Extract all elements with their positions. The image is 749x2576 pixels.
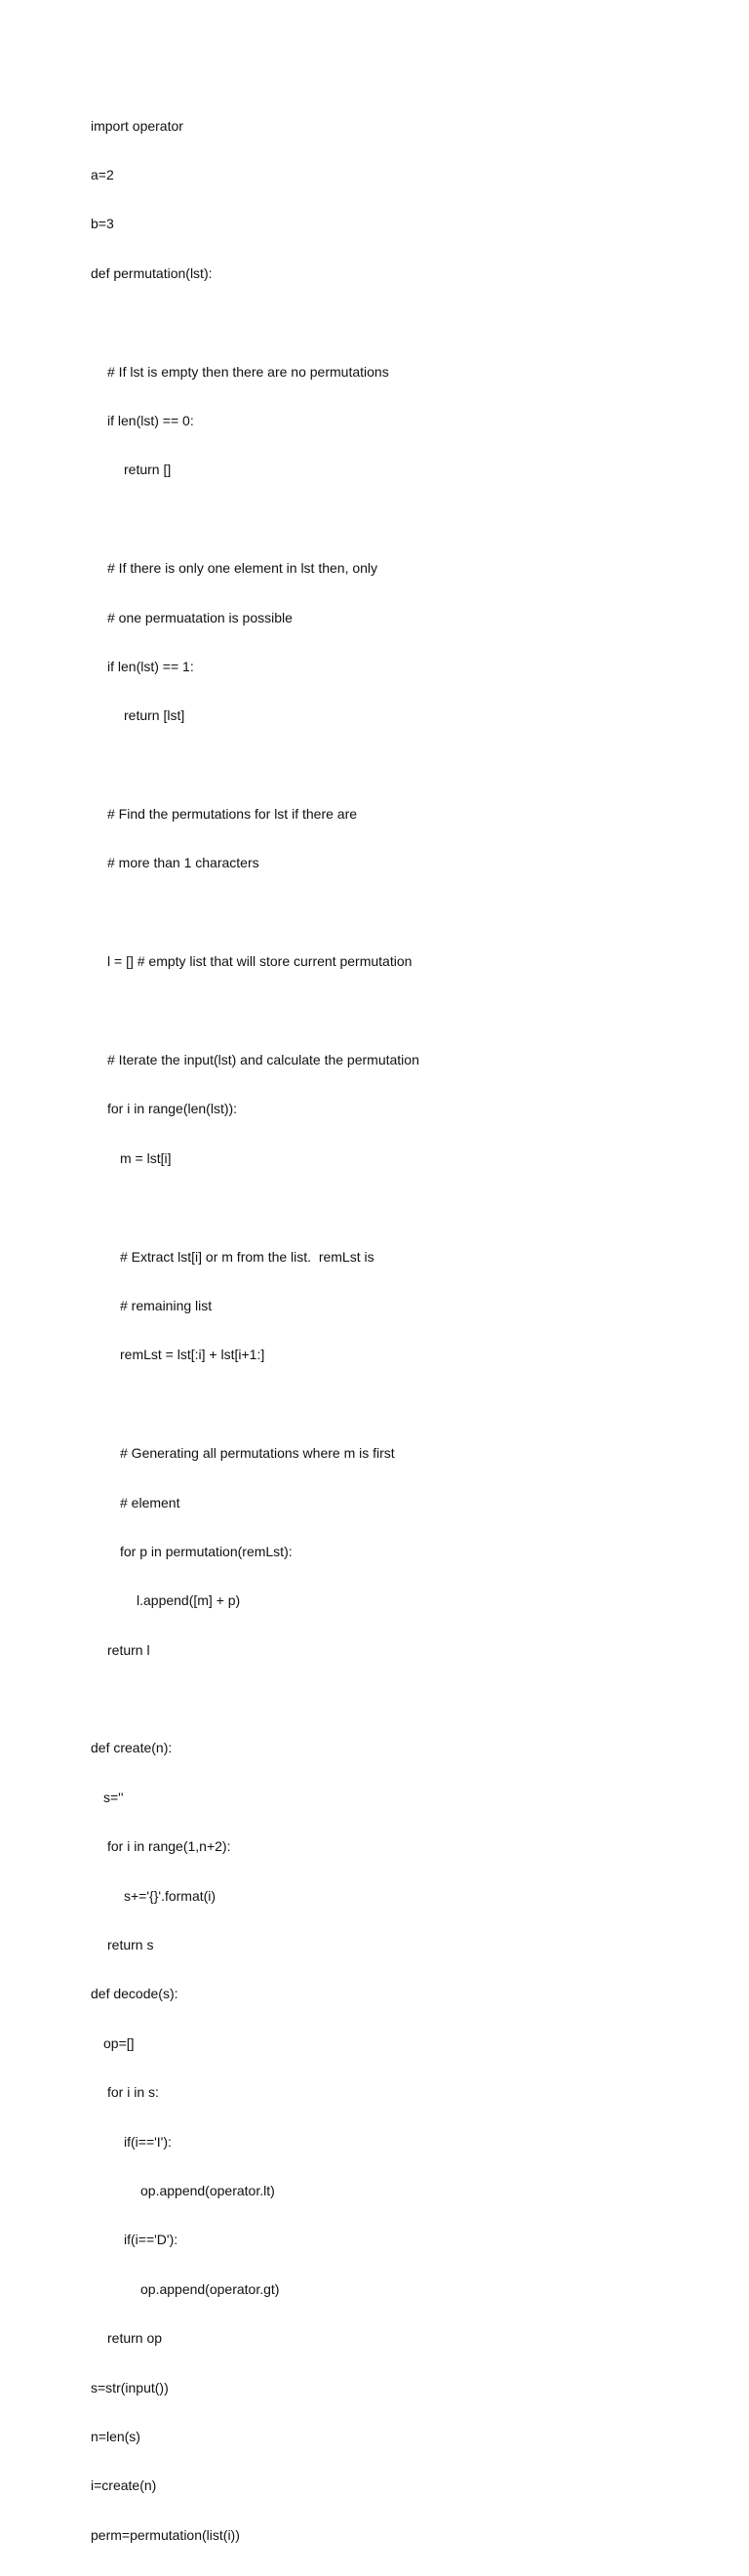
code-line: # If there is only one element in lst then, only (107, 560, 378, 577)
code-line: # more than 1 characters (107, 855, 259, 871)
code-line: def permutation(lst): (91, 264, 213, 281)
code-line: for p in permutation(remLst): (120, 1543, 293, 1559)
code-line: # Extract lst[i] or m from the list. remLst is (120, 1248, 374, 1265)
code-line: if len(lst) == 1: (107, 658, 194, 674)
code-line: return s (107, 1937, 154, 1953)
code-line: # one permuatation is possible (107, 609, 293, 625)
code-line: # Find the permutations for lst if there are (107, 806, 358, 823)
code-line: l.append([m] + p) (137, 1592, 241, 1609)
code-line: if(i=='D'): (124, 2232, 178, 2248)
code-line: i=create(n) (91, 2477, 157, 2494)
code-line: return [] (124, 462, 172, 478)
blank-line (91, 314, 419, 331)
blank-line (91, 1396, 419, 1413)
blank-line (91, 757, 419, 774)
blank-line (91, 1691, 419, 1708)
code-line: op=[] (103, 2034, 135, 2051)
code-line: return [lst] (124, 707, 185, 724)
code-line: m = lst[i] (120, 1149, 172, 1166)
code-line: return op (107, 2330, 163, 2347)
code-line: remLst = lst[:i] + lst[i+1:] (120, 1347, 265, 1363)
blank-line (91, 1199, 419, 1216)
code-line: l = [] # empty list that will store current permutation (107, 953, 413, 970)
code-line: s=str(input()) (91, 2379, 169, 2395)
code-line: op.append(operator.gt) (140, 2280, 280, 2297)
code-line: for i in range(len(lst)): (107, 1101, 238, 1117)
code-line: n=len(s) (91, 2428, 140, 2444)
code-line: perm=permutation(list(i)) (91, 2526, 240, 2543)
code-line: for i in range(1,n+2): (107, 1838, 231, 1855)
blank-line (91, 511, 419, 528)
code-line: # If lst is empty then there are no permutations (107, 363, 389, 380)
code-line: import operator (91, 117, 183, 134)
code-line: # Generating all permutations where m is first (120, 1445, 395, 1462)
code-line: for i in s: (107, 2084, 159, 2101)
code-line: b=3 (91, 216, 114, 232)
code-line: op.append(operator.lt) (140, 2183, 275, 2198)
code-line: # Iterate the input(lst) and calculate the permutation (107, 1052, 419, 1068)
code-line: if(i=='I'): (124, 2133, 172, 2150)
code-line: def create(n): (91, 1740, 173, 1756)
code-line: a=2 (91, 166, 114, 182)
code-line: # remaining list (120, 1297, 213, 1313)
code-line: def decode(s): (91, 1986, 178, 2002)
blank-line (91, 1003, 419, 1020)
blank-line (91, 905, 419, 921)
code-line: s='' (103, 1789, 124, 1805)
code-line: if len(lst) == 0: (107, 412, 194, 428)
code-listing (91, 85, 419, 2576)
code-line: # element (120, 1494, 180, 1510)
code-line: s+='{}'.format(i) (124, 1887, 217, 1904)
code-line: return l (107, 1641, 150, 1658)
